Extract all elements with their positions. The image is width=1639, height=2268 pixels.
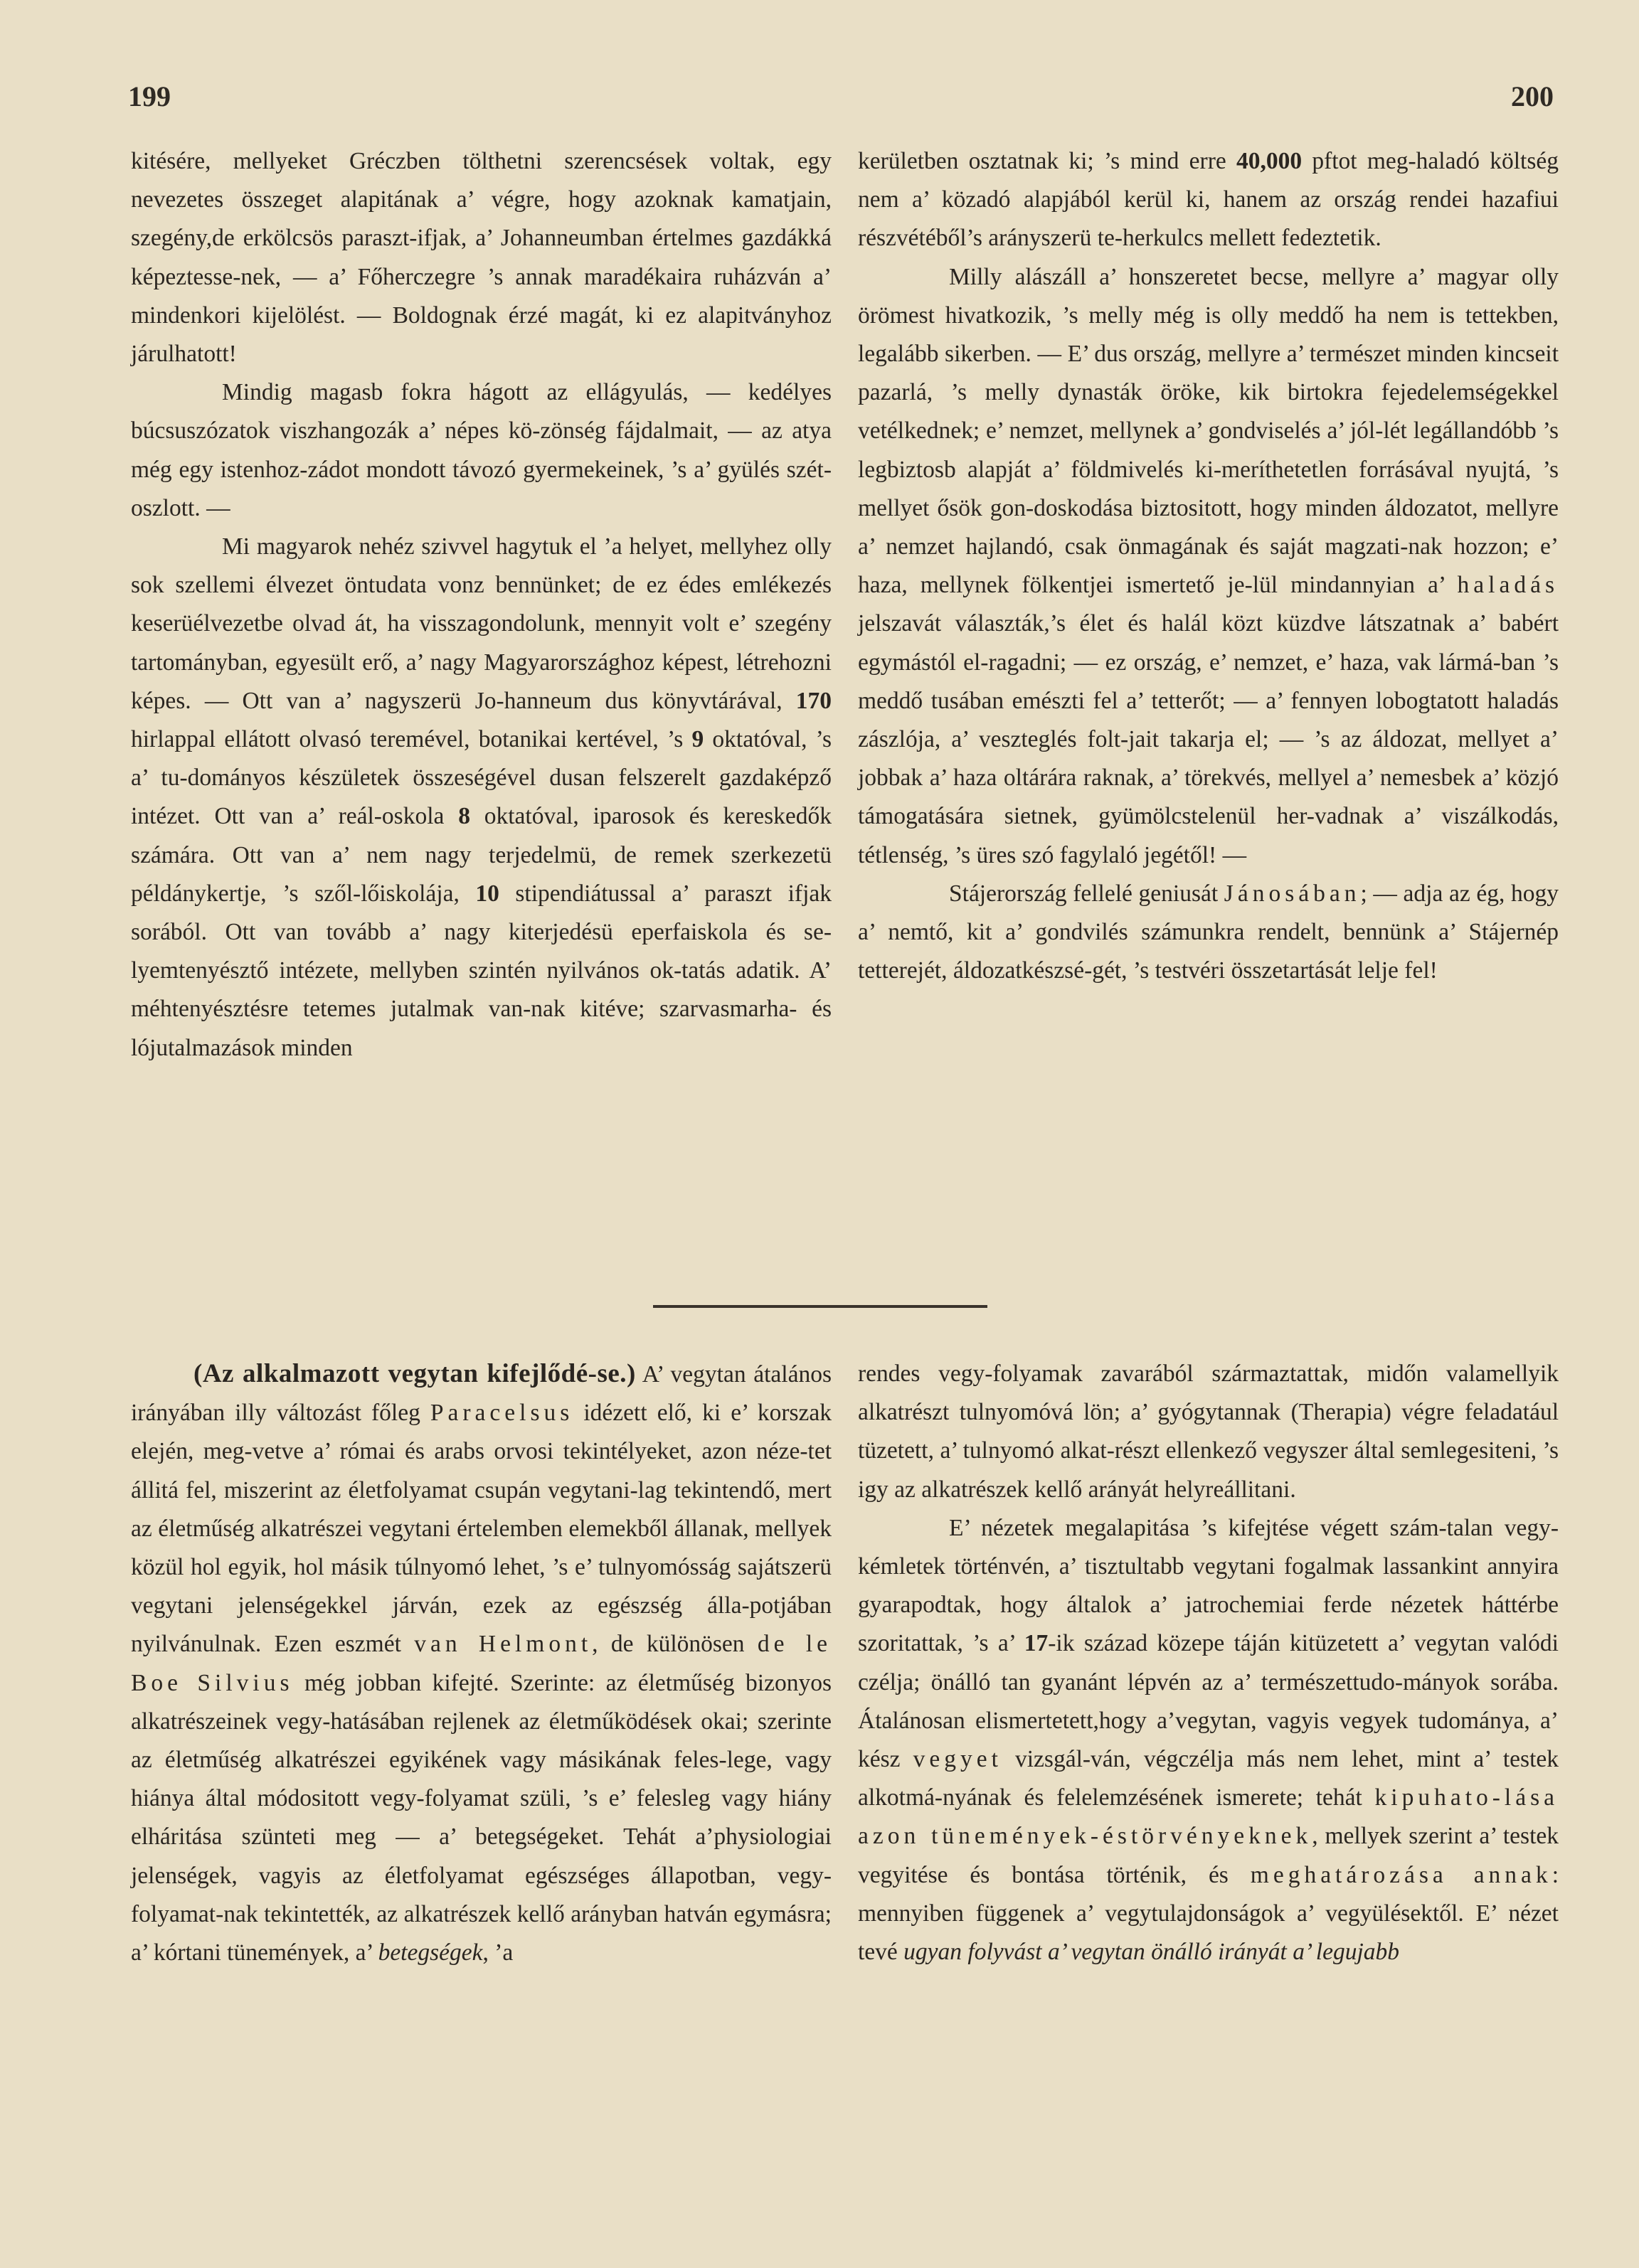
text-run: vizsgál-ván, végczélja más nem lehet, mint a’ testek alkotmá-nyának és felelemzésének ismerete; tehát — [858, 1746, 1559, 1811]
text-run: , de különösen — [592, 1631, 758, 1658]
text-run: Mindig magasb fokra hágott az ellágyulás, — kedélyes búcsuszózatok viszhangozák a’ népes kö-zönség fájdalmait, — az atya még egy istenhoz-zádot mondott távozó gyermekeinek, ’s a’ gyülés szét-oszlott. — — [131, 379, 832, 521]
text-run: 9 — [691, 726, 704, 753]
paragraph — [131, 142, 832, 373]
text-run: 17 — [1024, 1630, 1049, 1657]
text-run: Jánosában — [1224, 880, 1361, 907]
text-run: -ik század közepe táján kitüzetett a’ vegytan valódi czélja; önálló tan gyanánt lépvén az a’ természettudo-mányok sorába. Átalánosan elismertetett,hogy a’vegytan, vagyis vegyek tudománya, a’ kész — [858, 1630, 1559, 1773]
paragraph — [131, 373, 832, 528]
paragraph — [131, 1355, 832, 1972]
text-run: idézett elő, ki e’ korszak elején, meg-vetve a’ római és arabs orvosi tekintélyeket, azon néze-tet állitá fel, miszerint az életfolyamat csupán vegytani-lag tekintendő, mert az életműség alkatrészei vegytani értelemben elemekből állanak, mellyek közül hol egyik, hol másik túlnyomó lehet, ’s e’ tulnyomósság sajátszerü vegytani jelenségekkel járván, ezek az egészség álla-potjában nyilvánulnak. Ezen eszmét — [131, 1400, 832, 1658]
text-run: ; — adja az ég, hogy a’ nemtő, kit a’ gondvilés számunkra rendelt, bennünk a’ Stájernép tetterejét, áldozatkészsé-gét, ’s testvéri összetartását lelje fel! — [858, 880, 1559, 984]
text-run: oktatóval, iparosok és kereskedők számára. Ott van a’ nem nagy terjedelmü, de remek szerkezetü példánykertje, ’s szől-lőiskolája, — [131, 803, 832, 907]
text-run: oktatóval, ’s a’ tu-dományos készületek összeségével dusan felszerelt gazdaképző intézet. Ott van a’ reál-oskola — [131, 726, 832, 830]
text-run: vegyet — [913, 1746, 1002, 1773]
text-run: kerületben osztatnak ki; ’s mind erre — [858, 148, 1236, 174]
text-run: A’ vegytan átalános irányában illy változást főleg — [131, 1361, 832, 1427]
text-run: de le Boe Silvius — [131, 1631, 832, 1696]
column-top-right — [858, 142, 1559, 990]
text-run: stipendiátussal a’ paraszt ifjak sorából. Ott van tovább a’ nagy kiterjedésü eperfaiskola és se-lyemtenyésztő intézete, mellyben szintén nyilvános ok-tatás adatik. A’ méhtenyésztésre tetemes jutalmak van-nak kitéve; szarvasmarha- és lójutalmazások minden — [131, 880, 832, 1061]
text-run: 8 — [458, 803, 470, 830]
text-run: 10 — [475, 880, 499, 907]
text-run: hirlappal ellátott olvasó teremével, botanikai kertével, ’s — [131, 726, 692, 753]
text-run: Mi magyarok nehéz szivvel hagytuk el ’a helyet, mellyhez olly sok szellemi élvezet öntudata vonz bennünket; de ez édes emlékezés keserüélvezetbe olvad át, ha visszagondolunk, mennyit volt e’ szegény tartományban, egyesült erő, a’ nagy Magyarországhoz képest, létrehozni képes. — Ott van a’ nagyszerü Jo-hanneum dus könyvtárával, — [131, 533, 832, 714]
section-divider — [653, 1305, 987, 1308]
text-run: haladás — [1457, 572, 1559, 599]
text-run: jelszavát választák,’s élet és halál közt küzdve látszatnak a’ babért egymástól el-ragadni; — ez ország, e’ nemzet, e’ haza, vak lármá-ban ’s meddő tusában emészti fel a’ tetterőt; — a’ fennyen lobogtatott haladás zászlója, a’ veszteglés folt-jait takarja el; — ’s az áldozat, mellyet a’ jobbak a’ haza oltárára raknak, a’ törekvés, mellyel a’ nemesbek a’ közjó támogatására sietnek, gyümölcstelenül her-vadnak a’ viszálkodás, tétlenség, ’s üres szó fagylaló jegétől! — — [858, 610, 1559, 868]
column-top-left — [131, 142, 832, 1068]
section-heading: (Az alkalmazott vegytan kifejlődé-se.) — [193, 1359, 636, 1388]
paragraph — [858, 1509, 1559, 1971]
text-run: betegségek — [378, 1939, 483, 1966]
text-run: kitésére, mellyeket Gréczben tölthetni szerencsések voltak, egy nevezetes összeget alapitának a’ végre, hogy azoknak kamatjain, szegény,de erkölcsös paraszt-ifjak, a’ Johanneumban értelmes gazdákká képeztesse-nek, — a’ Főherczegre ’s annak maradékaira ruházván a’ mindenkori kijelölést. — Boldognak érzé magát, ki ez alapitványhoz járulhatott! — [131, 148, 832, 368]
text-run: , ’a — [482, 1939, 514, 1966]
text-run: , mellyek szerint a’ testek vegyitése és bontása történik, és — [858, 1823, 1559, 1888]
paragraph — [858, 1355, 1559, 1509]
text-run: Paracelsus — [430, 1400, 574, 1427]
text-run: : mennyiben függenek a’ vegytulajdonságok a’ vegyülésektől. E’ nézet tevé — [858, 1861, 1559, 1966]
text-run: meghatározása annak — [1250, 1861, 1552, 1888]
text-run: rendes vegy-folyamak zavarából származtattak, midőn valamellyik alkatrészt tulnyomóvá lön; a’ gyógytannak (Therapia) végre feladatául tüzetett, a’ tulnyomó alkat-részt ellenkező vegyszer által semlegesiteni, ’s igy az alkatrészek kellő arányát helyreállitani. — [858, 1361, 1559, 1503]
text-run: Stájerország fellelé geniusát — [949, 880, 1224, 907]
text-run: 170 — [795, 687, 832, 714]
page-number-left: 199 — [128, 80, 171, 112]
text-run: Milly alászáll a’ honszeretet becse, mellyre a’ magyar olly örömest hivatkozik, ’s melly még is olly meddő ha nem is tettekben, legalább sikerben. — E’ dus ország, mellyre a’ természet minden kincseit pazarlá, ’s melly dynasták öröke, kik birtokra fejedelemségekkel vetélkednek; e’ nemzet, mellynek a’ gondviselés a’ jól-lét legállandóbb ’s legbiztosb alapját a’ földmivelés ki-meríthetetlen forrásával nyujtá, ’s mellyet ősök gon-doskodása biztositott, hogy minden áldozatot, mellyre a’ nemzet hajlandó, csak önmagának és saját magzati-nak hozzon; e’ haza, mellynek fölkentjei ismertető je-lül mindannyian a’ — [858, 263, 1559, 599]
text-run: E’ nézetek megalapitása ’s kifejtése végett szám-talan vegy-kémletek történvén, a’ tisztultabb vegytani fogalmak lassankint annyira gyarapodtak, hogy általok a’ jatrochemiai ferde nézetek háttérbe szoritattak, ’s a’ — [858, 1514, 1559, 1657]
column-bottom-right — [858, 1355, 1559, 1971]
text-run: még jobban kifejté. Szerinte: az életműség bizonyos alkatrészeinek vegy-hatásában rejlenek az életműködések okai; szerinte az életműség alkatrészei egyikének vagy másikának feles-lege, vagy hiánya által módositott vegy-folyamat szüli, ’s e’ felesleg vagy hiány elháritása szünteti meg — a’ betegségeket. Tehát a’physiologiai jelenségek, vagyis az életfolyamat egészséges állapotban, vegy-folyamat-nak tekintették, az alkatrészek kellő arányban hatván egymásra; a’ kórtani tünemények, a’ — [131, 1669, 832, 1966]
text-run: 40,000 — [1236, 148, 1303, 174]
paragraph — [858, 875, 1559, 991]
text-run: pftot meg-haladó költség nem a’ közadó alapjából kerül ki, hanem az ország rendei hazafiui részvétéből’s arányszerü te-herkulcs mellett fedeztetik. — [858, 148, 1559, 252]
paragraph — [858, 258, 1559, 875]
text-run: kipuhato-lása azon tünemények-éstörvényeknek — [858, 1784, 1559, 1850]
paragraph — [858, 142, 1559, 258]
text-run: ugyan folyvást a’ vegytan önálló irányát a’ legujabb — [903, 1939, 1400, 1966]
paragraph — [131, 528, 832, 1068]
paragraph-text — [131, 1361, 832, 1966]
page-number-right: 200 — [1511, 80, 1554, 112]
text-run: van Helmont — [414, 1631, 593, 1658]
column-bottom-left — [131, 1355, 832, 1972]
